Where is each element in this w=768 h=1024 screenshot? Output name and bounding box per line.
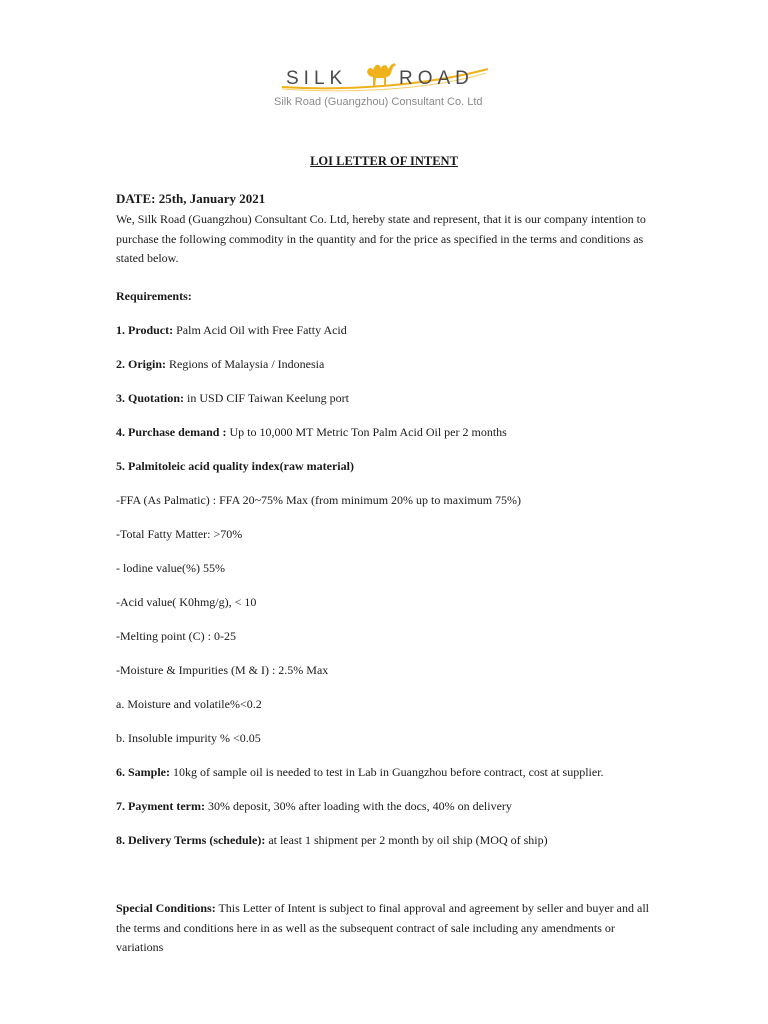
document-title: LOI LETTER OF INTENT	[310, 154, 458, 168]
item-origin	[116, 357, 324, 372]
company-subtitle: Silk Road (Guangzhou) Consultant Co. Ltd	[274, 96, 483, 108]
requirements-heading: Requirements:	[116, 289, 192, 303]
item-value: in USD CIF Taiwan Keelung port	[184, 391, 349, 405]
item-label: 1. Product:	[116, 323, 174, 337]
logo-word-silk: SILK	[286, 68, 348, 89]
term-label: 7. Payment term:	[116, 799, 205, 813]
spec-ffa: -FFA (As Palmatic) : FFA 20~75% Max (from minimum 20% up to maximum 75%)	[116, 493, 522, 507]
spec-insoluble-impurity: b. Insoluble impurity % <0.05	[116, 731, 261, 745]
intro-paragraph: We, Silk Road (Guangzhou) Consultant Co. Ltd, hereby state and represent, that it is our company intention to purchase the following commodity in the quantity and for the price as specified in the terms and conditions as stated below.	[116, 212, 646, 265]
spec-moisture-impurities: -Moisture & Impurities (M & I) : 2.5% Max	[116, 663, 329, 677]
term-value: 30% deposit, 30% after loading with the docs, 40% on delivery	[204, 799, 512, 813]
term-delivery	[116, 833, 548, 848]
term-label: 8. Delivery Terms (schedule):	[116, 833, 266, 847]
spec-melting-point: -Melting point (C) : 0-25	[116, 629, 236, 643]
special-conditions	[116, 899, 661, 958]
item-quotation	[116, 391, 349, 406]
spec-acid-value: -Acid value( K0hmg/g), < 10	[116, 595, 257, 609]
term-value: 10kg of sample oil is needed to test in Lab in Guangzhou before contract, cost at supplier.	[170, 765, 604, 779]
term-sample	[116, 765, 604, 780]
document-date: DATE: 25th, January 2021	[116, 191, 266, 206]
item-product	[116, 323, 347, 338]
spec-total-fatty-matter: -Total Fatty Matter: >70%	[116, 527, 243, 541]
item-label: 3. Quotation:	[116, 391, 185, 405]
spec-iodine-value: - lodine value(%) 55%	[116, 561, 225, 575]
spec-moisture-volatile: a. Moisture and volatile%<0.2	[116, 697, 262, 711]
special-conditions-label: Special Conditions:	[116, 901, 216, 915]
camel-icon	[364, 58, 398, 88]
item-label: 4. Purchase demand :	[116, 425, 227, 439]
logo-word-road: ROAD	[399, 68, 474, 89]
item-purchase-demand	[116, 425, 507, 440]
item-value: Up to 10,000 MT Metric Ton Palm Acid Oil per 2 months	[226, 425, 507, 439]
item-value: Regions of Malaysia / Indonesia	[166, 357, 325, 371]
item-label: 2. Origin:	[116, 357, 166, 371]
company-logo	[274, 56, 498, 112]
term-value: at least 1 shipment per 2 month by oil ship (MOQ of ship)	[265, 833, 548, 847]
item-quality-index: 5. Palmitoleic acid quality index(raw material)	[116, 459, 354, 473]
special-conditions-text: This Letter of Intent is subject to final approval and agreement by seller and buyer and all the terms and conditions here in as well as the subsequent contract of sale including any amendments or variations	[116, 901, 649, 954]
item-value: Palm Acid Oil with Free Fatty Acid	[173, 323, 347, 337]
term-label: 6. Sample:	[116, 765, 170, 779]
term-payment	[116, 799, 512, 814]
